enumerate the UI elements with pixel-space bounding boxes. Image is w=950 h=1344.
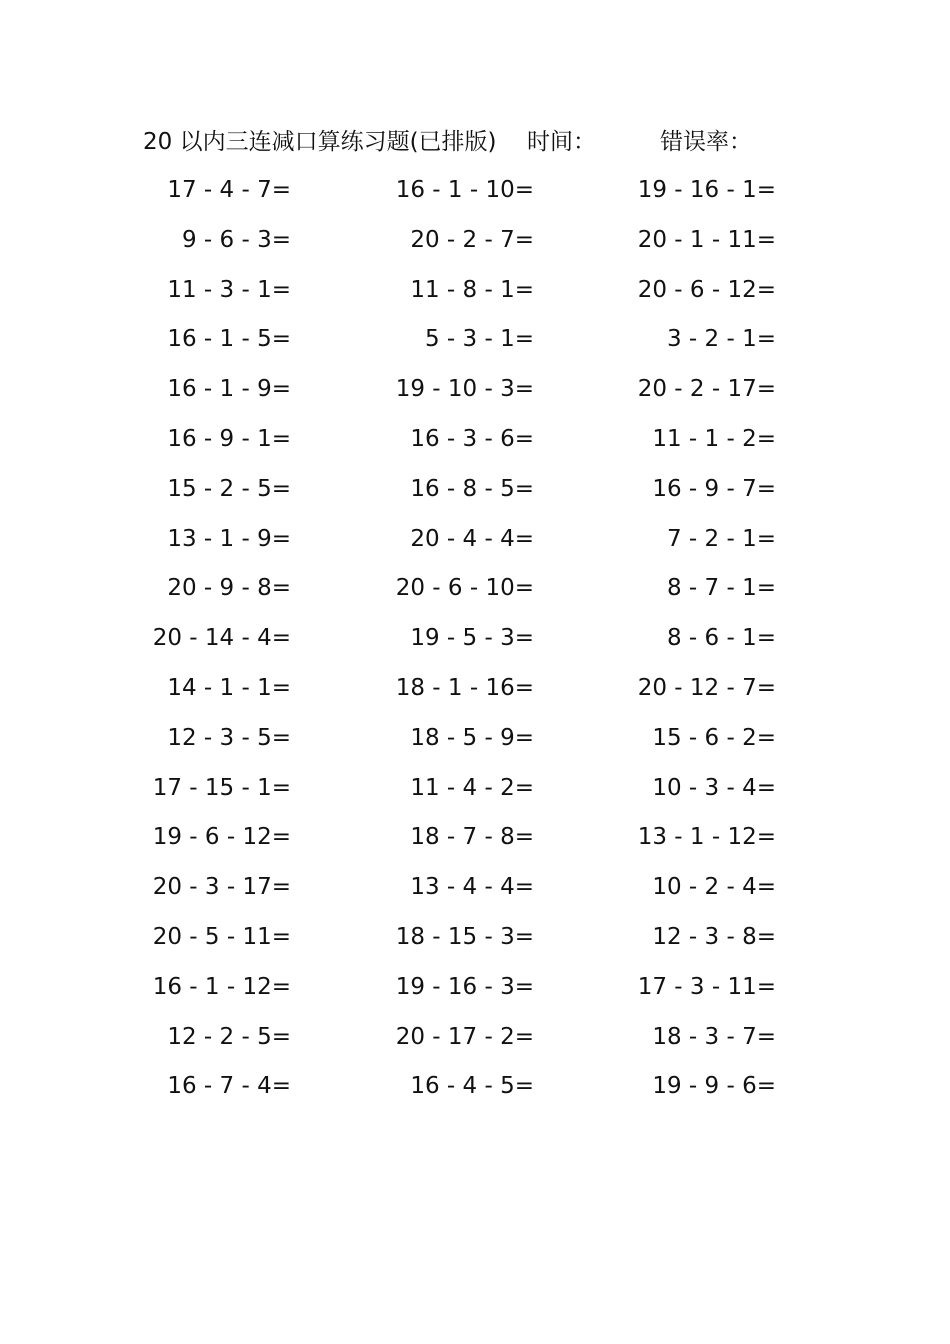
subtraction-problem: 12 - 3 - 8= bbox=[652, 923, 776, 950]
subtraction-problem: 17 - 15 - 1= bbox=[152, 774, 291, 801]
subtraction-problem: 18 - 3 - 7= bbox=[652, 1023, 776, 1050]
subtraction-problem: 13 - 4 - 4= bbox=[410, 874, 534, 901]
subtraction-problem: 20 - 2 - 17= bbox=[637, 376, 776, 403]
subtraction-problem: 16 - 1 - 9= bbox=[167, 376, 291, 403]
subtraction-problem: 20 - 6 - 12= bbox=[637, 276, 776, 303]
subtraction-problem: 16 - 8 - 5= bbox=[410, 475, 534, 502]
subtraction-problem: 3 - 2 - 1= bbox=[666, 326, 776, 353]
subtraction-problem: 19 - 16 - 3= bbox=[395, 973, 534, 1000]
subtraction-problem: 16 - 1 - 12= bbox=[152, 973, 291, 1000]
problem-row bbox=[0, 570, 950, 620]
worksheet-title: 20 以内三连减口算练习题(已排版) bbox=[143, 129, 497, 155]
subtraction-problem: 20 - 9 - 8= bbox=[167, 575, 291, 602]
subtraction-problem: 20 - 14 - 4= bbox=[152, 625, 291, 652]
subtraction-problem: 20 - 4 - 4= bbox=[410, 525, 534, 552]
subtraction-problem: 17 - 3 - 11= bbox=[637, 973, 776, 1000]
problem-row bbox=[0, 521, 950, 571]
subtraction-problem: 18 - 7 - 8= bbox=[410, 824, 534, 851]
subtraction-problem: 17 - 4 - 7= bbox=[167, 177, 291, 203]
subtraction-problem: 13 - 1 - 12= bbox=[637, 824, 776, 851]
subtraction-problem: 16 - 9 - 7= bbox=[652, 475, 776, 502]
subtraction-problem: 11 - 4 - 2= bbox=[410, 774, 534, 801]
subtraction-problem: 16 - 1 - 5= bbox=[167, 326, 291, 353]
subtraction-problem: 14 - 1 - 1= bbox=[167, 674, 291, 701]
subtraction-problem: 15 - 6 - 2= bbox=[652, 724, 776, 751]
subtraction-problem: 11 - 1 - 2= bbox=[652, 425, 776, 452]
problem-row bbox=[0, 421, 950, 471]
subtraction-problem: 16 - 9 - 1= bbox=[167, 425, 291, 452]
subtraction-problem: 11 - 3 - 1= bbox=[167, 276, 291, 303]
subtraction-problem: 19 - 10 - 3= bbox=[395, 376, 534, 403]
error-rate-label: 错误率： bbox=[660, 129, 752, 155]
subtraction-problem: 16 - 4 - 5= bbox=[410, 1073, 534, 1100]
subtraction-problem: 13 - 1 - 9= bbox=[167, 525, 291, 552]
problem-row bbox=[0, 919, 950, 969]
problem-row bbox=[0, 819, 950, 869]
subtraction-problem: 7 - 2 - 1= bbox=[666, 525, 776, 552]
subtraction-problem: 18 - 5 - 9= bbox=[410, 724, 534, 751]
subtraction-problem: 20 - 12 - 7= bbox=[637, 674, 776, 701]
problem-row bbox=[0, 172, 950, 222]
subtraction-problem: 11 - 8 - 1= bbox=[410, 276, 534, 303]
problem-row bbox=[0, 371, 950, 421]
subtraction-problem: 18 - 1 - 16= bbox=[395, 674, 534, 701]
subtraction-problem: 20 - 3 - 17= bbox=[152, 874, 291, 901]
subtraction-problem: 8 - 7 - 1= bbox=[666, 575, 776, 602]
subtraction-problem: 16 - 7 - 4= bbox=[167, 1073, 291, 1100]
subtraction-problem: 18 - 15 - 3= bbox=[395, 923, 534, 950]
subtraction-problem: 20 - 1 - 11= bbox=[637, 226, 776, 253]
problem-row bbox=[0, 620, 950, 670]
subtraction-problem: 10 - 2 - 4= bbox=[652, 874, 776, 901]
subtraction-problem: 20 - 6 - 10= bbox=[395, 575, 534, 602]
subtraction-problem: 9 - 6 - 3= bbox=[181, 226, 291, 253]
subtraction-problem: 12 - 3 - 5= bbox=[167, 724, 291, 751]
subtraction-problem: 8 - 6 - 1= bbox=[666, 625, 776, 652]
subtraction-problem: 19 - 6 - 12= bbox=[152, 824, 291, 851]
subtraction-problem: 16 - 3 - 6= bbox=[410, 425, 534, 452]
subtraction-problem: 19 - 5 - 3= bbox=[410, 625, 534, 652]
subtraction-problem: 10 - 3 - 4= bbox=[652, 774, 776, 801]
subtraction-problem: 20 - 5 - 11= bbox=[152, 923, 291, 950]
subtraction-problem: 20 - 2 - 7= bbox=[410, 226, 534, 253]
subtraction-problem: 12 - 2 - 5= bbox=[167, 1023, 291, 1050]
subtraction-problem: 16 - 1 - 10= bbox=[395, 177, 534, 203]
problem-row bbox=[0, 720, 950, 770]
problem-row bbox=[0, 969, 950, 1019]
problem-row bbox=[0, 222, 950, 272]
problem-grid bbox=[0, 172, 950, 1118]
subtraction-problem: 19 - 16 - 1= bbox=[637, 177, 776, 203]
time-label: 时间： bbox=[527, 129, 596, 155]
subtraction-problem: 15 - 2 - 5= bbox=[167, 475, 291, 502]
worksheet-header bbox=[143, 124, 783, 160]
problem-row bbox=[0, 670, 950, 720]
subtraction-problem: 20 - 17 - 2= bbox=[395, 1023, 534, 1050]
subtraction-problem: 19 - 9 - 6= bbox=[652, 1073, 776, 1100]
problem-row bbox=[0, 869, 950, 919]
problem-row bbox=[0, 1019, 950, 1069]
problem-row bbox=[0, 272, 950, 322]
problem-row bbox=[0, 1068, 950, 1118]
problem-row bbox=[0, 471, 950, 521]
subtraction-problem: 5 - 3 - 1= bbox=[424, 326, 534, 353]
problem-row bbox=[0, 770, 950, 820]
problem-row bbox=[0, 321, 950, 371]
